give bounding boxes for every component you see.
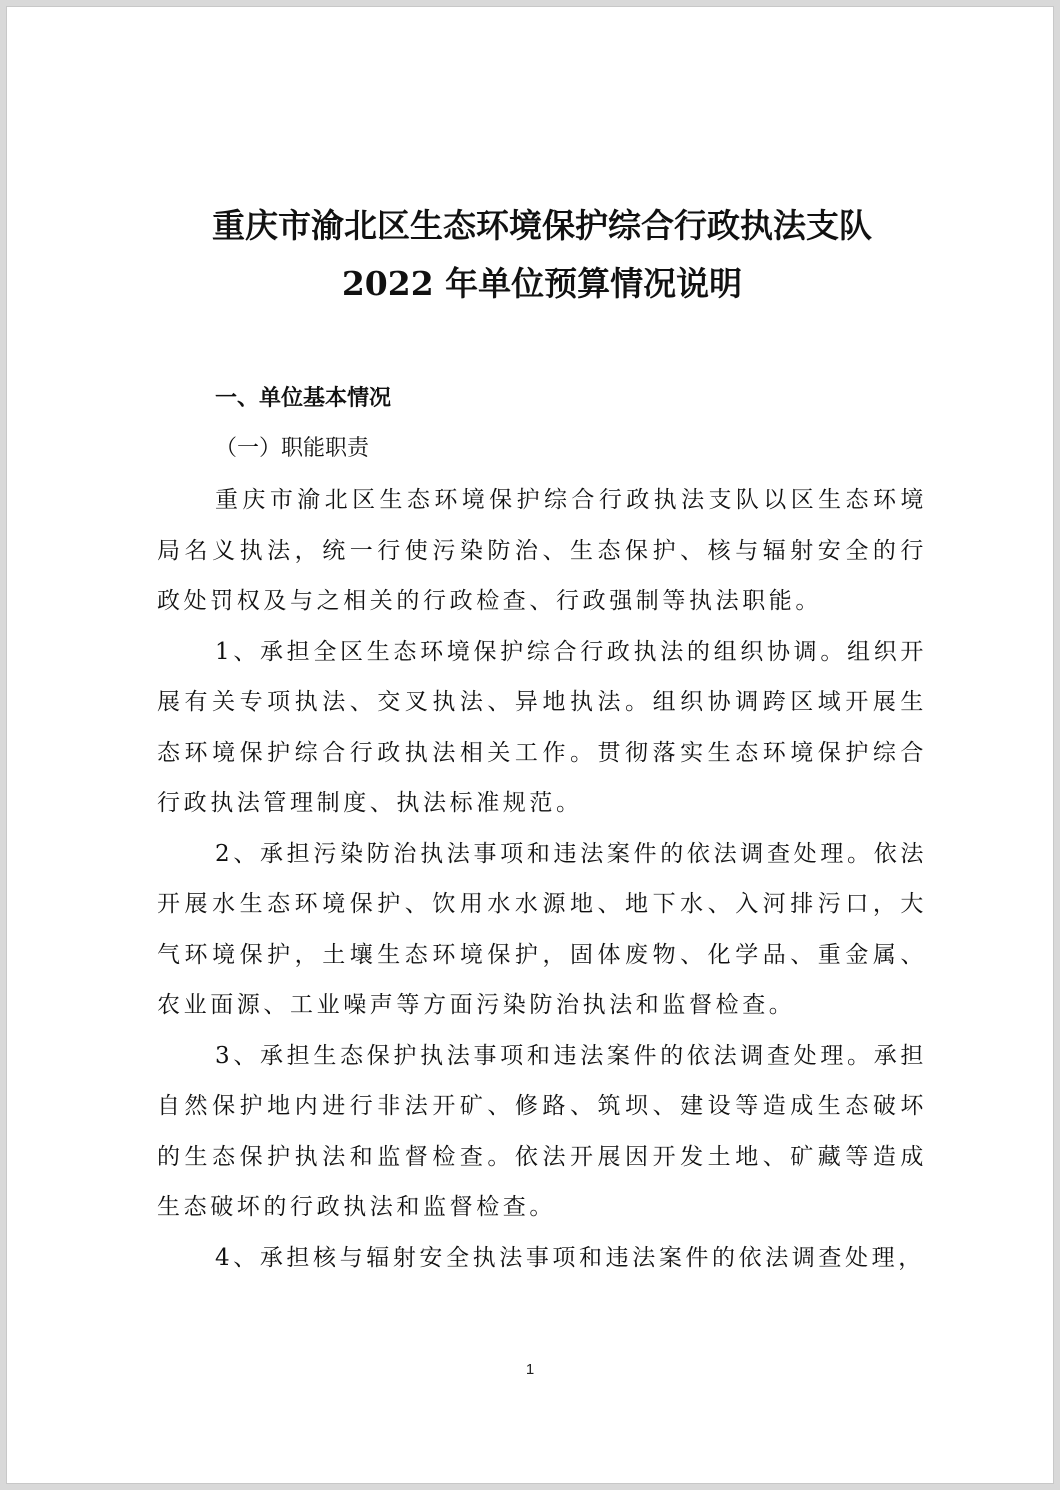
subsection-heading: （一）职能职责 xyxy=(215,436,370,461)
paragraph-item-1: 1、承担全区生态环境保护综合行政执法的组织协调。组织开展有关专项执法、交叉执法、异地执法。组织协调跨区域开展生态环境保护综合行政执法相关工作。贯彻落实生态环境保护综合行政执法管理制度、执法标准规范。 xyxy=(157,638,927,816)
title-spacer xyxy=(157,313,927,373)
title-line-2: 2022 年单位预算情况说明 xyxy=(341,264,743,303)
paragraph-item-2: 2、承担污染防治执法事项和违法案件的依法调查处理。依法开展水生态环境保护、饮用水水源地、地下水、入河排污口，大气环境保护，土壤生态环境保护，固体废物、化学品、重金属、农业面源、工业噪声等方面污染防治执法和监督检查。 xyxy=(157,840,927,1018)
section-heading: 一、单位基本情况 xyxy=(215,385,392,411)
paragraph-item-3: 3、承担生态保护执法事项和违法案件的依法调查处理。承担自然保护地内进行非法开矿、修路、筑坝、建设等造成生态破坏的生态保护执法和监督检查。依法开展因开发土地、矿藏等造成生态破坏的行政执法和监督检查。 xyxy=(157,1042,927,1220)
document-title xyxy=(157,197,927,313)
title-line-1: 重庆市渝北区生态环境保护综合行政执法支队 xyxy=(212,206,872,245)
paragraph-intro: 重庆市渝北区生态环境保护综合行政执法支队以区生态环境局名义执法，统一行使污染防治、生态保护、核与辐射安全的行政处罚权及与之相关的行政检查、行政强制等执法职能。 xyxy=(157,487,927,614)
paragraph-item-4: 4、承担核与辐射安全执法事项和违法案件的依法调查处理， xyxy=(215,1244,925,1271)
document-body xyxy=(157,197,927,1283)
document-page xyxy=(6,6,1054,1484)
page-number: 1 xyxy=(525,1361,535,1378)
